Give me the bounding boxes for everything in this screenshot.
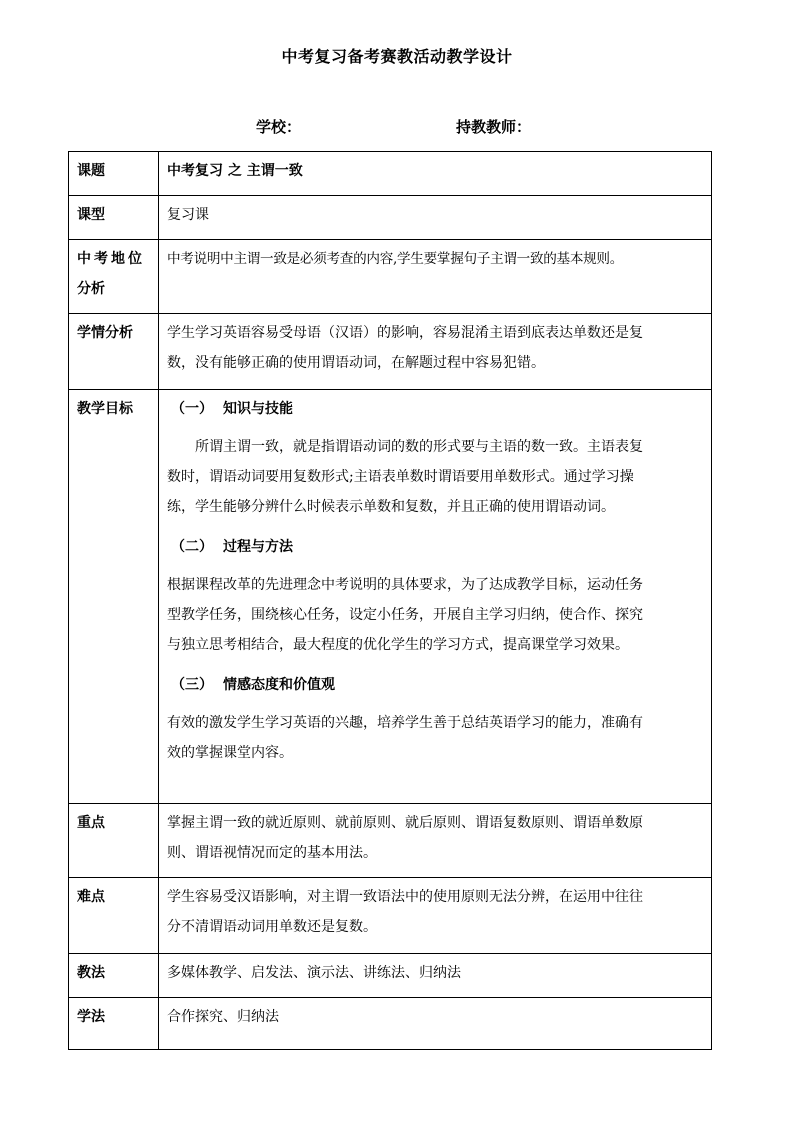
goal-num-3: （三） <box>171 677 213 693</box>
content-goals <box>159 390 712 804</box>
row-analysis <box>69 314 712 390</box>
row-difficulties <box>69 878 712 954</box>
row-type <box>69 196 712 240</box>
row-learning <box>69 998 712 1050</box>
document-title: 中考复习备考赛教活动教学设计 <box>281 47 513 66</box>
goal-num-2: （二） <box>171 539 213 555</box>
goal-2-line-3: 与独立思考相结合，最大程度的优化学生的学习方式，提高课堂学习效果。 <box>167 637 629 653</box>
row-goals <box>69 390 712 804</box>
row-topic <box>69 152 712 196</box>
keypoints-line-2: 则、谓语视情况而定的基本用法。 <box>167 845 377 861</box>
content-difficulties <box>159 878 712 954</box>
content-method: 多媒体教学、启发法、演示法、讲练法、归纳法 <box>159 954 712 998</box>
goal-num-1: （一） <box>171 401 213 417</box>
school-label: 学校： <box>256 118 302 136</box>
goal-1-line-3: 练，学生能够分辨什么时候表示单数和复数，并且正确的使用谓语动词。 <box>167 499 615 515</box>
difficulties-line-2: 分不清谓语动词用单数还是复数。 <box>167 919 377 935</box>
row-method <box>69 954 712 998</box>
goal-heading-2 <box>167 532 705 570</box>
content-learning: 合作探究、归纳法 <box>159 998 712 1050</box>
label-method: 教法 <box>69 954 159 998</box>
goal-title-3: 情感态度和价值观 <box>223 677 335 693</box>
goal-2-line-2: 型教学任务，围绕核心任务，设定小任务，开展自主学习归纳，使合作、探究 <box>167 607 643 623</box>
goal-title-1: 知识与技能 <box>223 401 293 417</box>
label-position-line2: 分析 <box>77 281 105 297</box>
row-position <box>69 240 712 314</box>
goal-title-2: 过程与方法 <box>223 539 293 555</box>
keypoints-line-1: 掌握主谓一致的就近原则、就前原则、就后原则、谓语复数原则、谓语单数原 <box>167 815 643 831</box>
goal-2-line-1: 根据课程改革的先进理念中考说明的具体要求，为了达成教学目标，运动任务 <box>167 577 643 593</box>
analysis-line-1: 学生学习英语容易受母语（汉语）的影响，容易混淆主语到底表达单数还是复 <box>167 325 643 341</box>
label-analysis: 学情分析 <box>69 314 159 390</box>
goal-3-line-1: 有效的激发学生学习英语的兴趣，培养学生善于总结英语学习的能力，准确有 <box>167 715 643 731</box>
analysis-line-2: 数，没有能够正确的使用谓语动词，在解题过程中容易犯错。 <box>167 355 545 371</box>
goal-heading-1 <box>167 394 705 432</box>
content-type: 复习课 <box>159 196 712 240</box>
content-analysis <box>159 314 712 390</box>
label-topic: 课题 <box>69 152 159 196</box>
lesson-plan-table <box>68 151 712 1050</box>
teacher-label: 持教教师： <box>456 118 532 136</box>
goal-heading-3 <box>167 670 705 708</box>
label-position-line1: 中考地位 <box>77 251 145 267</box>
label-goals: 教学目标 <box>69 390 159 804</box>
row-keypoints <box>69 804 712 878</box>
goal-1-line-1: 所谓主谓一致，就是指谓语动词的数的形式要与主语的数一致。主语表复 <box>195 439 643 455</box>
content-position: 中考说明中主谓一致是必须考查的内容,学生要掌握句子主谓一致的基本规则。 <box>159 240 712 314</box>
goal-3-line-2: 效的掌握课堂内容。 <box>167 745 293 761</box>
label-difficulties: 难点 <box>69 878 159 954</box>
content-topic: 中考复习 之 主谓一致 <box>159 152 712 196</box>
label-learning: 学法 <box>69 998 159 1050</box>
difficulties-line-1: 学生容易受汉语影响，对主谓一致语法中的使用原则无法分辨，在运用中往往 <box>167 889 643 905</box>
goal-1-line-2: 数时，谓语动词要用复数形式;主语表单数时谓语要用单数形式。通过学习操 <box>167 469 634 485</box>
content-keypoints <box>159 804 712 878</box>
label-type: 课型 <box>69 196 159 240</box>
label-position <box>69 240 159 314</box>
label-keypoints: 重点 <box>69 804 159 878</box>
